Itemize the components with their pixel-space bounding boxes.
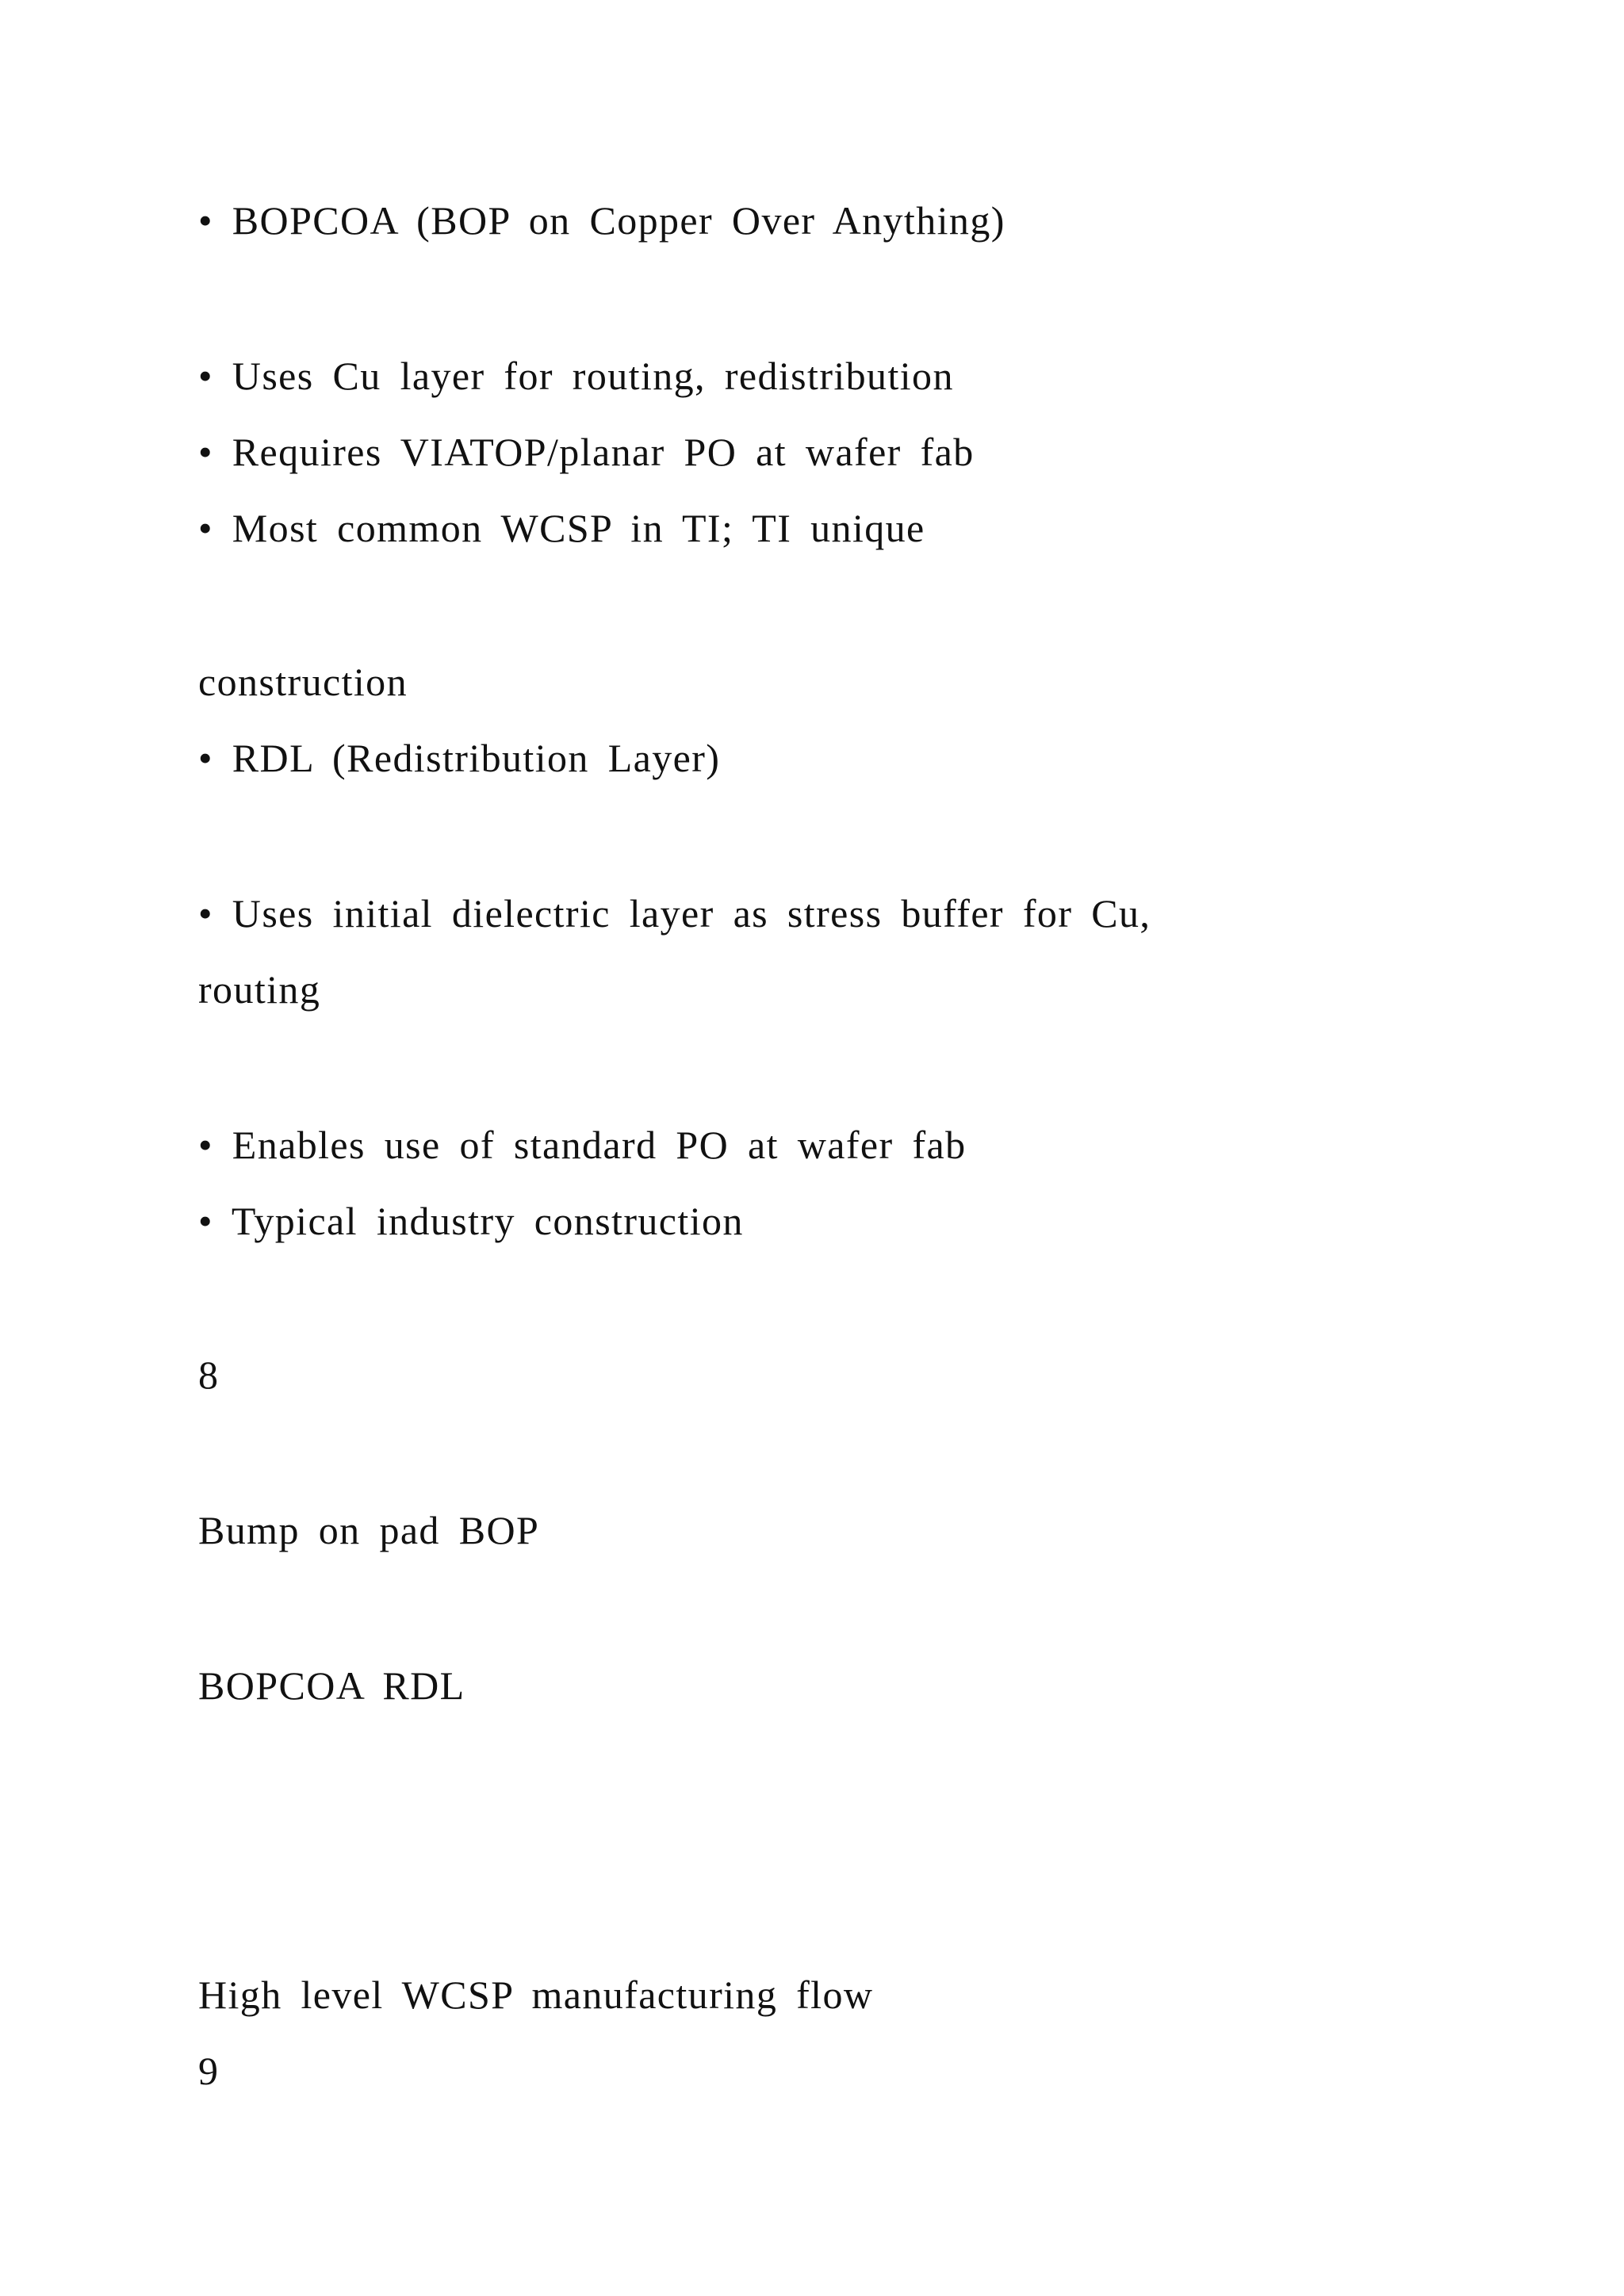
bullet-requires-viatop: • Requires VIATOP/planar PO at wafer fab (198, 430, 975, 474)
bullet-uses-cu-layer: • Uses Cu layer for routing, redistribution (198, 354, 954, 398)
bullet-rdl: • RDL (Redistribution Layer) (198, 736, 721, 780)
page-number-9: 9 (198, 2049, 220, 2093)
page-number-8: 8 (198, 1353, 220, 1397)
text-construction: construction (198, 660, 408, 704)
bullet-typical-industry: • Typical industry construction (198, 1199, 744, 1243)
heading-manufacturing-flow: High level WCSP manufacturing flow (198, 1973, 874, 2017)
bullet-uses-initial-dielectric: • Uses initial dielectric layer as stress buffer for Cu, (198, 891, 1151, 936)
text-routing: routing (198, 967, 321, 1012)
bullet-most-common-wcsp: • Most common WCSP in TI; TI unique (198, 506, 925, 550)
text-bump-on-pad-bop: Bump on pad BOP (198, 1508, 540, 1552)
bullet-bopcoa: • BOPCOA (BOP on Copper Over Anything) (198, 198, 1005, 243)
bullet-enables-standard-po: • Enables use of standard PO at wafer fab (198, 1123, 967, 1167)
text-bopcoa-rdl: BOPCOA RDL (198, 1663, 465, 1708)
